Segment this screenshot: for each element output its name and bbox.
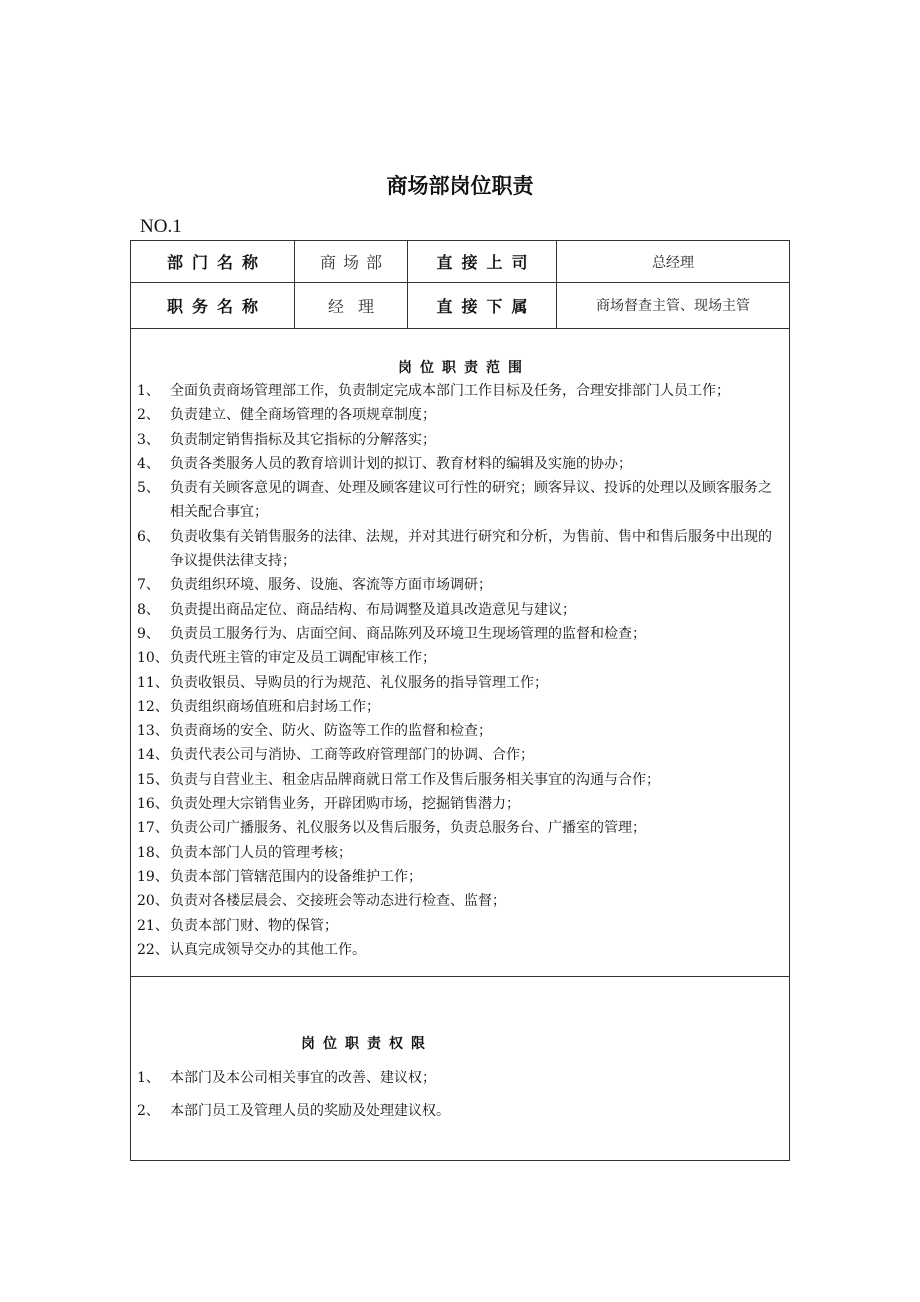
list-item bbox=[137, 452, 785, 476]
document-title: 商场部岗位职责 bbox=[386, 174, 534, 198]
responsibilities-list bbox=[137, 379, 785, 962]
item-number: 12、 bbox=[137, 698, 169, 715]
item-number: 7、 bbox=[137, 577, 160, 594]
item-number: 21、 bbox=[137, 917, 169, 934]
item-text: 负责与自营业主、租金店品牌商就日常工作及售后服务相关事宜的沟通与合作； bbox=[170, 771, 660, 788]
item-text: 负责组织商场值班和启封场工作； bbox=[170, 698, 380, 715]
position-label-cell bbox=[131, 282, 295, 328]
list-item bbox=[137, 865, 785, 889]
responsibilities-section bbox=[131, 329, 789, 977]
item-text: 负责对各楼层晨会、交接班会等动态进行检查、监督； bbox=[170, 893, 506, 910]
list-item bbox=[137, 695, 785, 719]
item-number: 18、 bbox=[137, 844, 169, 861]
item-text: 负责本部门财、物的保管； bbox=[170, 917, 338, 934]
dept-name-value: 商场部 bbox=[319, 253, 389, 272]
item-text: 负责本部门管辖范围内的设备维护工作； bbox=[170, 868, 422, 885]
responsibilities-title: 岗位职责范围 bbox=[398, 360, 530, 376]
list-item bbox=[137, 403, 785, 427]
item-number: 22、 bbox=[137, 941, 169, 958]
list-item bbox=[137, 573, 785, 597]
item-number: 17、 bbox=[137, 820, 169, 837]
superior-label-cell bbox=[408, 241, 557, 282]
list-item bbox=[137, 743, 785, 767]
header-row-position bbox=[131, 282, 789, 329]
header-row-department bbox=[131, 241, 789, 283]
item-number: 4、 bbox=[137, 455, 160, 472]
list-item bbox=[137, 428, 785, 452]
item-number: 9、 bbox=[137, 625, 160, 642]
item-text: 负责建立、健全商场管理的各项规章制度； bbox=[170, 407, 436, 424]
item-text: 负责制定销售指标及其它指标的分解落实； bbox=[170, 431, 436, 448]
list-item bbox=[137, 622, 785, 646]
item-text: 本部门员工及管理人员的奖励及处理建议权。 bbox=[170, 1103, 450, 1120]
list-item bbox=[137, 476, 785, 525]
document-number: NO.1 bbox=[140, 216, 182, 237]
list-item bbox=[137, 598, 785, 622]
authority-list bbox=[137, 1066, 785, 1133]
position-value-cell bbox=[295, 282, 408, 328]
subordinate-value: 商场督查主管、现场主管 bbox=[596, 298, 750, 314]
list-item bbox=[137, 1099, 785, 1123]
list-item bbox=[137, 719, 785, 743]
item-number: 8、 bbox=[137, 601, 160, 618]
list-item bbox=[137, 525, 785, 574]
item-number: 1、 bbox=[137, 1070, 160, 1086]
item-text: 负责各类服务人员的教育培训计划的拟订、教育材料的编辑及实施的协办； bbox=[170, 455, 632, 472]
list-item bbox=[137, 671, 785, 695]
item-text: 负责有关顾客意见的调查、处理及顾客建议可行性的研究；顾客异议、投诉的处理以及顾客服务之相关配合事宜； bbox=[170, 480, 772, 521]
list-item bbox=[137, 889, 785, 913]
subordinate-label-cell bbox=[408, 282, 557, 328]
item-text: 负责处理大宗销售业务，开辟团购市场，挖掘销售潜力； bbox=[170, 796, 520, 813]
item-number: 19、 bbox=[137, 868, 169, 885]
item-text: 负责本部门人员的管理考核； bbox=[170, 844, 352, 861]
list-item bbox=[137, 914, 785, 938]
authority-section bbox=[131, 977, 789, 1161]
item-text: 认真完成领导交办的其他工作。 bbox=[170, 941, 366, 958]
subordinate-value-cell bbox=[557, 282, 789, 328]
item-text: 负责组织环境、服务、设施、客流等方面市场调研； bbox=[170, 577, 492, 594]
item-number: 3、 bbox=[137, 431, 160, 448]
item-number: 13、 bbox=[137, 723, 169, 740]
item-text: 负责商场的安全、防火、防盗等工作的监督和检查； bbox=[170, 723, 492, 740]
item-text: 负责收银员、导购员的行为规范、礼仪服务的指导管理工作； bbox=[170, 674, 548, 691]
item-number: 6、 bbox=[137, 528, 160, 545]
item-text: 负责代表公司与消协、工商等政府管理部门的协调、合作； bbox=[170, 747, 534, 764]
duty-table bbox=[130, 240, 790, 1161]
item-text: 负责提出商品定位、商品结构、布局调整及道具改造意见与建议； bbox=[170, 601, 576, 618]
item-text: 本部门及本公司相关事宜的改善、建议权； bbox=[170, 1070, 436, 1086]
item-number: 5、 bbox=[137, 480, 160, 497]
item-text: 负责收集有关销售服务的法律、法规，并对其进行研究和分析，为售前、售中和售后服务中出现的争议提供法律支持； bbox=[170, 528, 772, 570]
superior-value: 总经理 bbox=[652, 254, 694, 271]
list-item bbox=[137, 841, 785, 865]
item-number: 2、 bbox=[137, 407, 160, 424]
list-item bbox=[137, 792, 785, 816]
item-number: 15、 bbox=[137, 771, 169, 788]
position-value: 经理 bbox=[327, 296, 388, 316]
list-item bbox=[137, 768, 785, 792]
item-number: 10、 bbox=[137, 650, 169, 667]
list-item bbox=[137, 379, 785, 403]
item-number: 20、 bbox=[137, 893, 169, 910]
subordinate-label: 直接下属 bbox=[436, 296, 537, 316]
superior-label: 直接上司 bbox=[436, 253, 537, 272]
item-number: 1、 bbox=[137, 383, 160, 399]
authority-title: 岗位职责权限 bbox=[301, 1036, 433, 1052]
item-text: 负责员工服务行为、店面空间、商品陈列及环境卫生现场管理的监督和检查； bbox=[170, 625, 646, 642]
item-text: 负责公司广播服务、礼仪服务以及售后服务，负责总服务台、广播室的管理； bbox=[170, 820, 646, 837]
item-number: 2、 bbox=[137, 1103, 160, 1120]
dept-name-label-cell bbox=[131, 241, 295, 282]
item-number: 14、 bbox=[137, 747, 169, 764]
position-label: 职务名称 bbox=[166, 296, 267, 316]
list-item bbox=[137, 1066, 785, 1090]
list-item bbox=[137, 816, 785, 840]
superior-value-cell bbox=[557, 241, 789, 282]
dept-name-value-cell bbox=[295, 241, 408, 282]
dept-name-label: 部门名称 bbox=[166, 253, 267, 272]
list-item bbox=[137, 938, 785, 962]
item-number: 16、 bbox=[137, 796, 169, 813]
item-text: 负责代班主管的审定及员工调配审核工作； bbox=[170, 650, 436, 667]
item-text: 全面负责商场管理部工作，负责制定完成本部门工作目标及任务，合理安排部门人员工作； bbox=[170, 383, 730, 399]
list-item bbox=[137, 646, 785, 670]
item-number: 11、 bbox=[137, 674, 169, 691]
